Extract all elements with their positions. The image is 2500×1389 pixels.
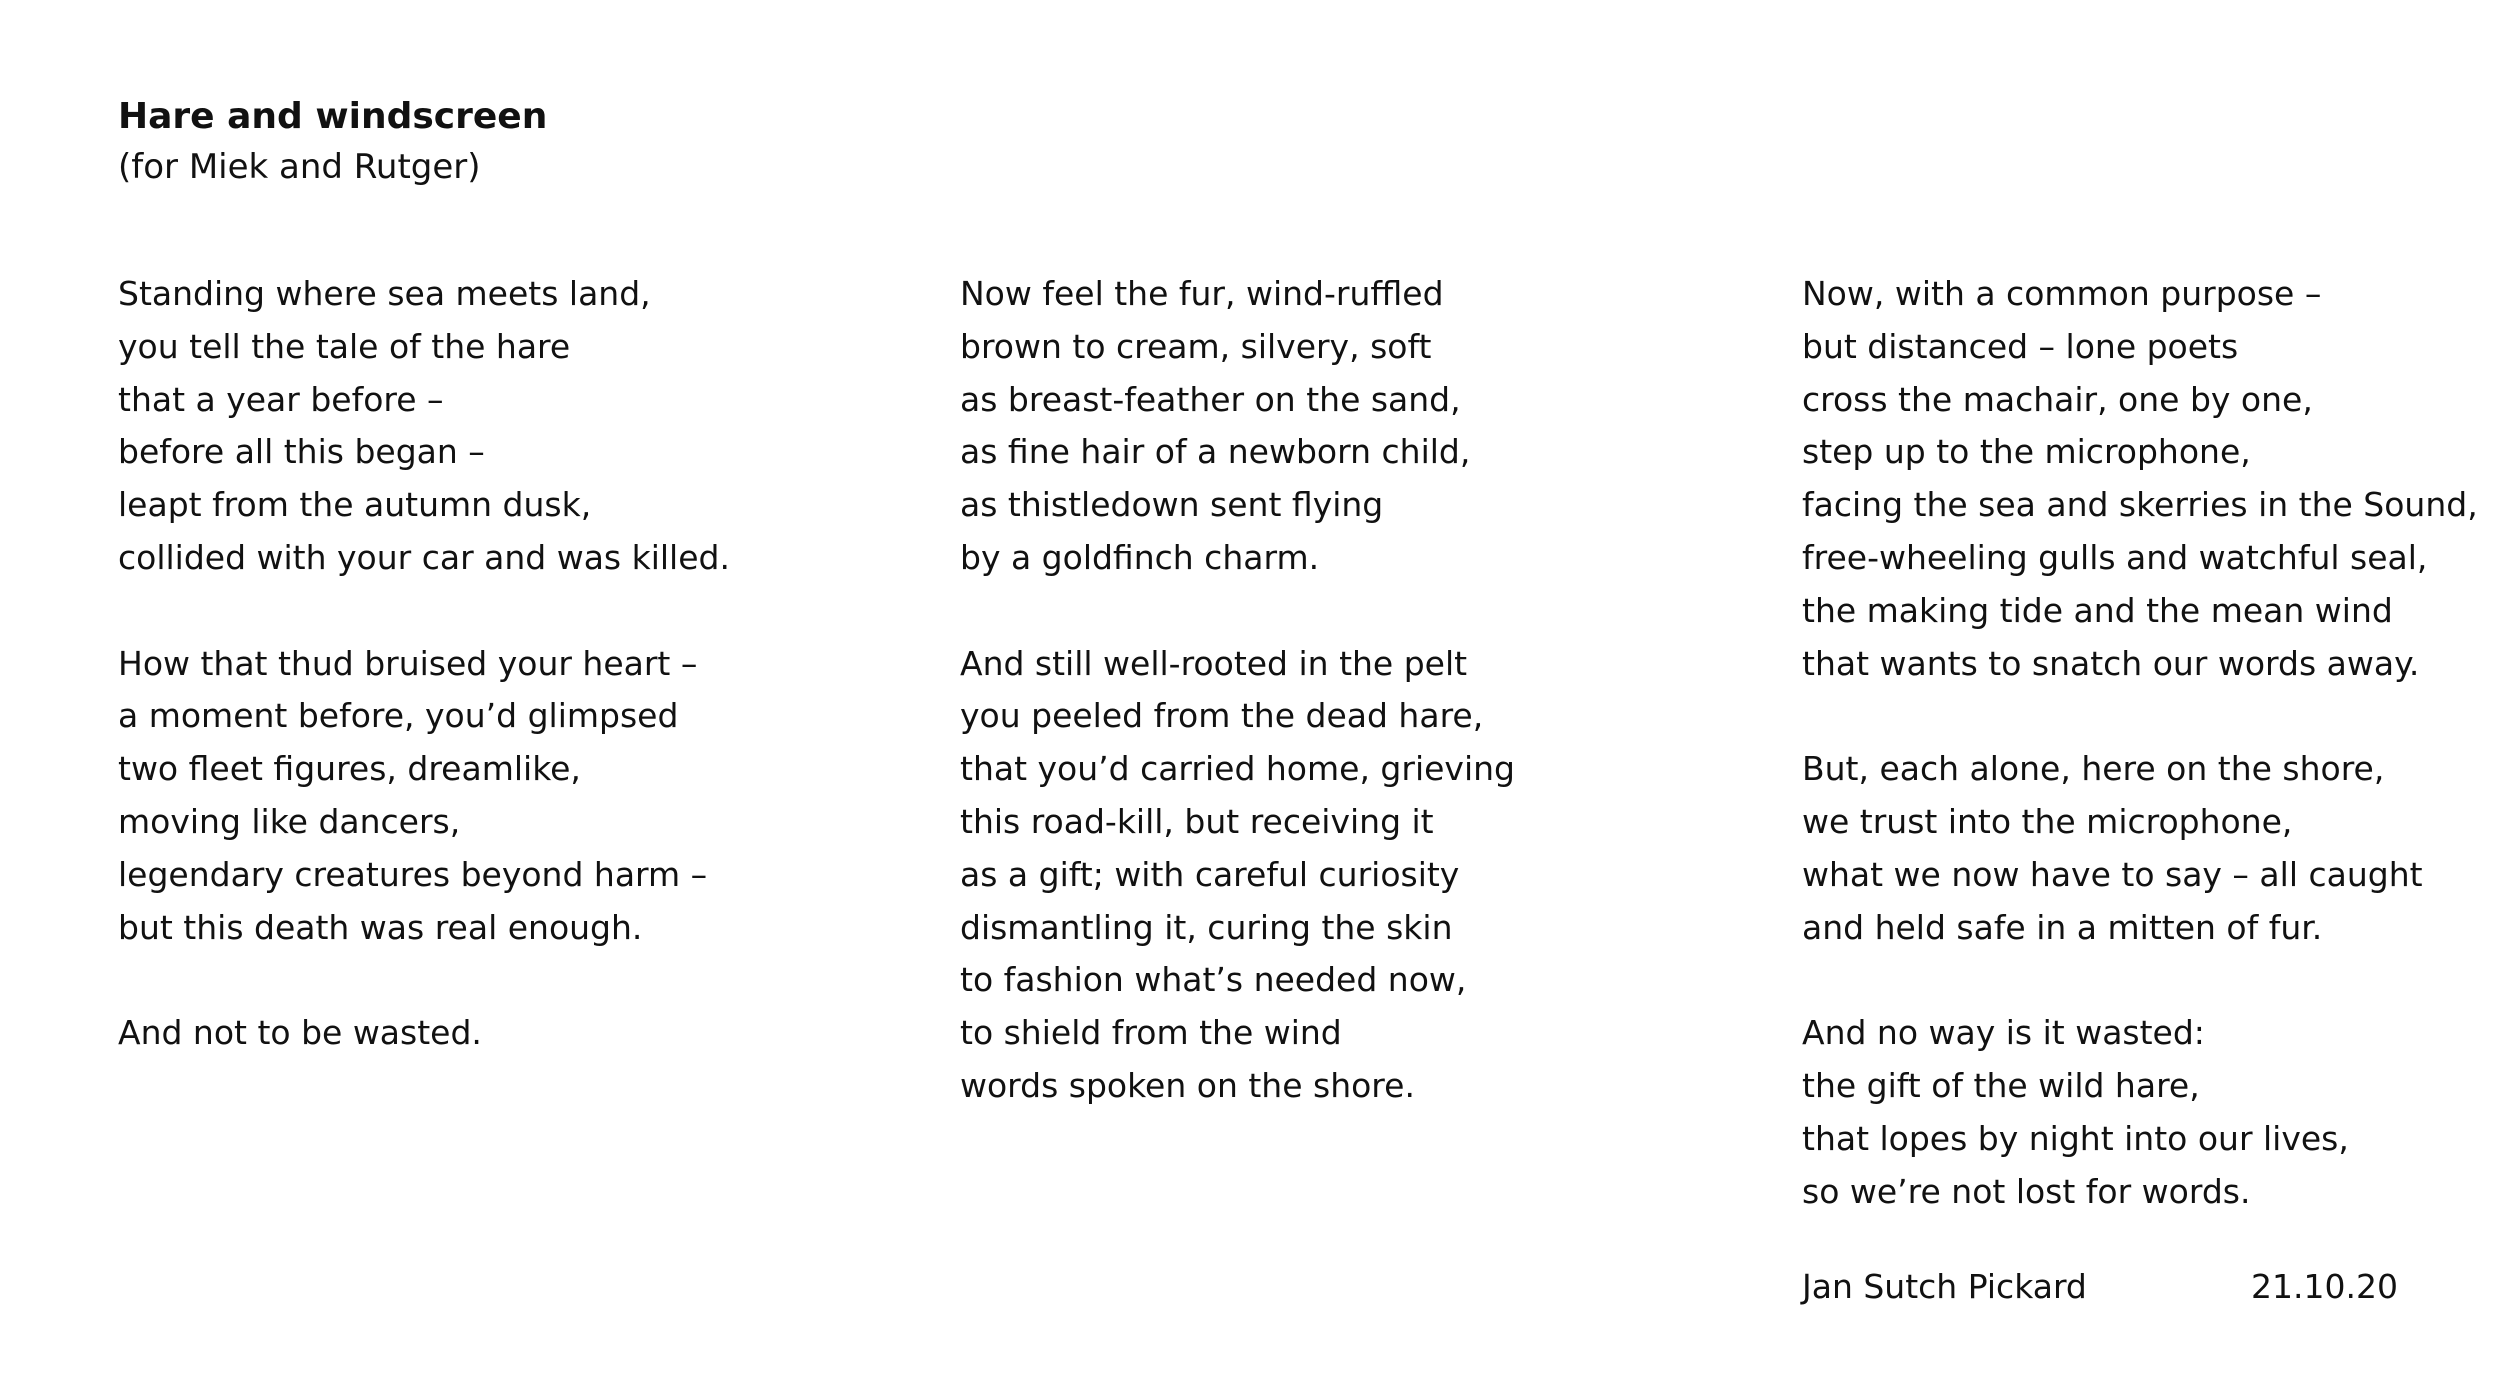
poem-line: as breast-feather on the sand, [960, 379, 1461, 419]
poem-line: but this death was real enough. [118, 907, 643, 947]
poem-line: words spoken on the shore. [960, 1065, 1415, 1105]
poem-line: How that thud bruised your heart – [118, 643, 698, 683]
poem-line: that lopes by night into our lives, [1802, 1118, 2349, 1158]
poem-line: that a year before – [118, 379, 444, 419]
poem-line: collided with your car and was killed. [118, 537, 730, 577]
poem-line: cross the machair, one by one, [1802, 379, 2313, 419]
poem-line: brown to cream, silvery, soft [960, 326, 1432, 366]
poem-line: step up to the microphone, [1802, 432, 2251, 472]
poem-line: facing the sea and skerries in the Sound, [1802, 485, 2478, 525]
poem-line: by a goldfinch charm. [960, 537, 1320, 577]
title-block [118, 92, 547, 192]
poem-line: but distanced – lone poets [1802, 326, 2239, 366]
author-name: Jan Sutch Pickard [1802, 1267, 2087, 1306]
stanza [118, 268, 918, 585]
poem-line: And still well-rooted in the pelt [960, 643, 1468, 683]
stanza [960, 638, 1780, 1113]
poem-line: and held safe in a mitten of fur. [1802, 907, 2323, 947]
poem-line: this road-kill, but receiving it [960, 801, 1434, 841]
poem-line: leapt from the autumn dusk, [118, 485, 592, 525]
poem-line: that you’d carried home, grieving [960, 749, 1515, 789]
stanza [118, 638, 918, 955]
poem-line: moving like dancers, [118, 801, 461, 841]
poem-column-3 [1802, 268, 2482, 1271]
poem-line: the making tide and the mean wind [1802, 590, 2393, 630]
poem-line: what we now have to say – all caught [1802, 854, 2423, 894]
poem-line: as thistledown sent flying [960, 485, 1384, 525]
stanza [1802, 743, 2482, 954]
poem-line: free-wheeling gulls and watchful seal, [1802, 537, 2428, 577]
poem-line: the gift of the wild hare, [1802, 1065, 2200, 1105]
poem-line: you peeled from the dead hare, [960, 696, 1484, 736]
poem-column-2 [960, 268, 1780, 1166]
poem-line: as fine hair of a newborn child, [960, 432, 1471, 472]
poem-line: Standing where sea meets land, [118, 274, 651, 313]
poem-line: before all this began – [118, 432, 485, 472]
poem-line: to fashion what’s needed now, [960, 960, 1467, 1000]
poem-column-1 [118, 268, 918, 1113]
poem-line: as a gift; with careful curiosity [960, 854, 1460, 894]
poem-line: And no way is it wasted: [1802, 1013, 2205, 1053]
poem-title: Hare and windscreen [118, 96, 548, 137]
poem-line: Now feel the fur, wind-ruffled [960, 274, 1444, 313]
poem-line: so we’re not lost for words. [1802, 1171, 2251, 1211]
poem-line: you tell the tale of the hare [118, 326, 571, 366]
stanza [118, 1007, 918, 1060]
poem-line: a moment before, you’d glimpsed [118, 696, 679, 736]
poem-line: to shield from the wind [960, 1013, 1342, 1053]
poem-line: that wants to snatch our words away. [1802, 643, 2420, 683]
poem-line: dismantling it, curing the skin [960, 907, 1453, 947]
poem-line: But, each alone, here on the shore, [1802, 749, 2385, 789]
poem-dedication: (for Miek and Rutger) [118, 147, 481, 187]
poem-line: Now, with a common purpose – [1802, 274, 2322, 313]
poem-line: And not to be wasted. [118, 1013, 482, 1053]
poem-line: we trust into the microphone, [1802, 801, 2293, 841]
stanza [1802, 268, 2482, 690]
stanza [960, 268, 1780, 585]
poem-line: two fleet figures, dreamlike, [118, 749, 581, 789]
poem-line: legendary creatures beyond harm – [118, 854, 708, 894]
poem-date: 21.10.20 [2251, 1267, 2398, 1306]
stanza [1802, 1007, 2482, 1218]
